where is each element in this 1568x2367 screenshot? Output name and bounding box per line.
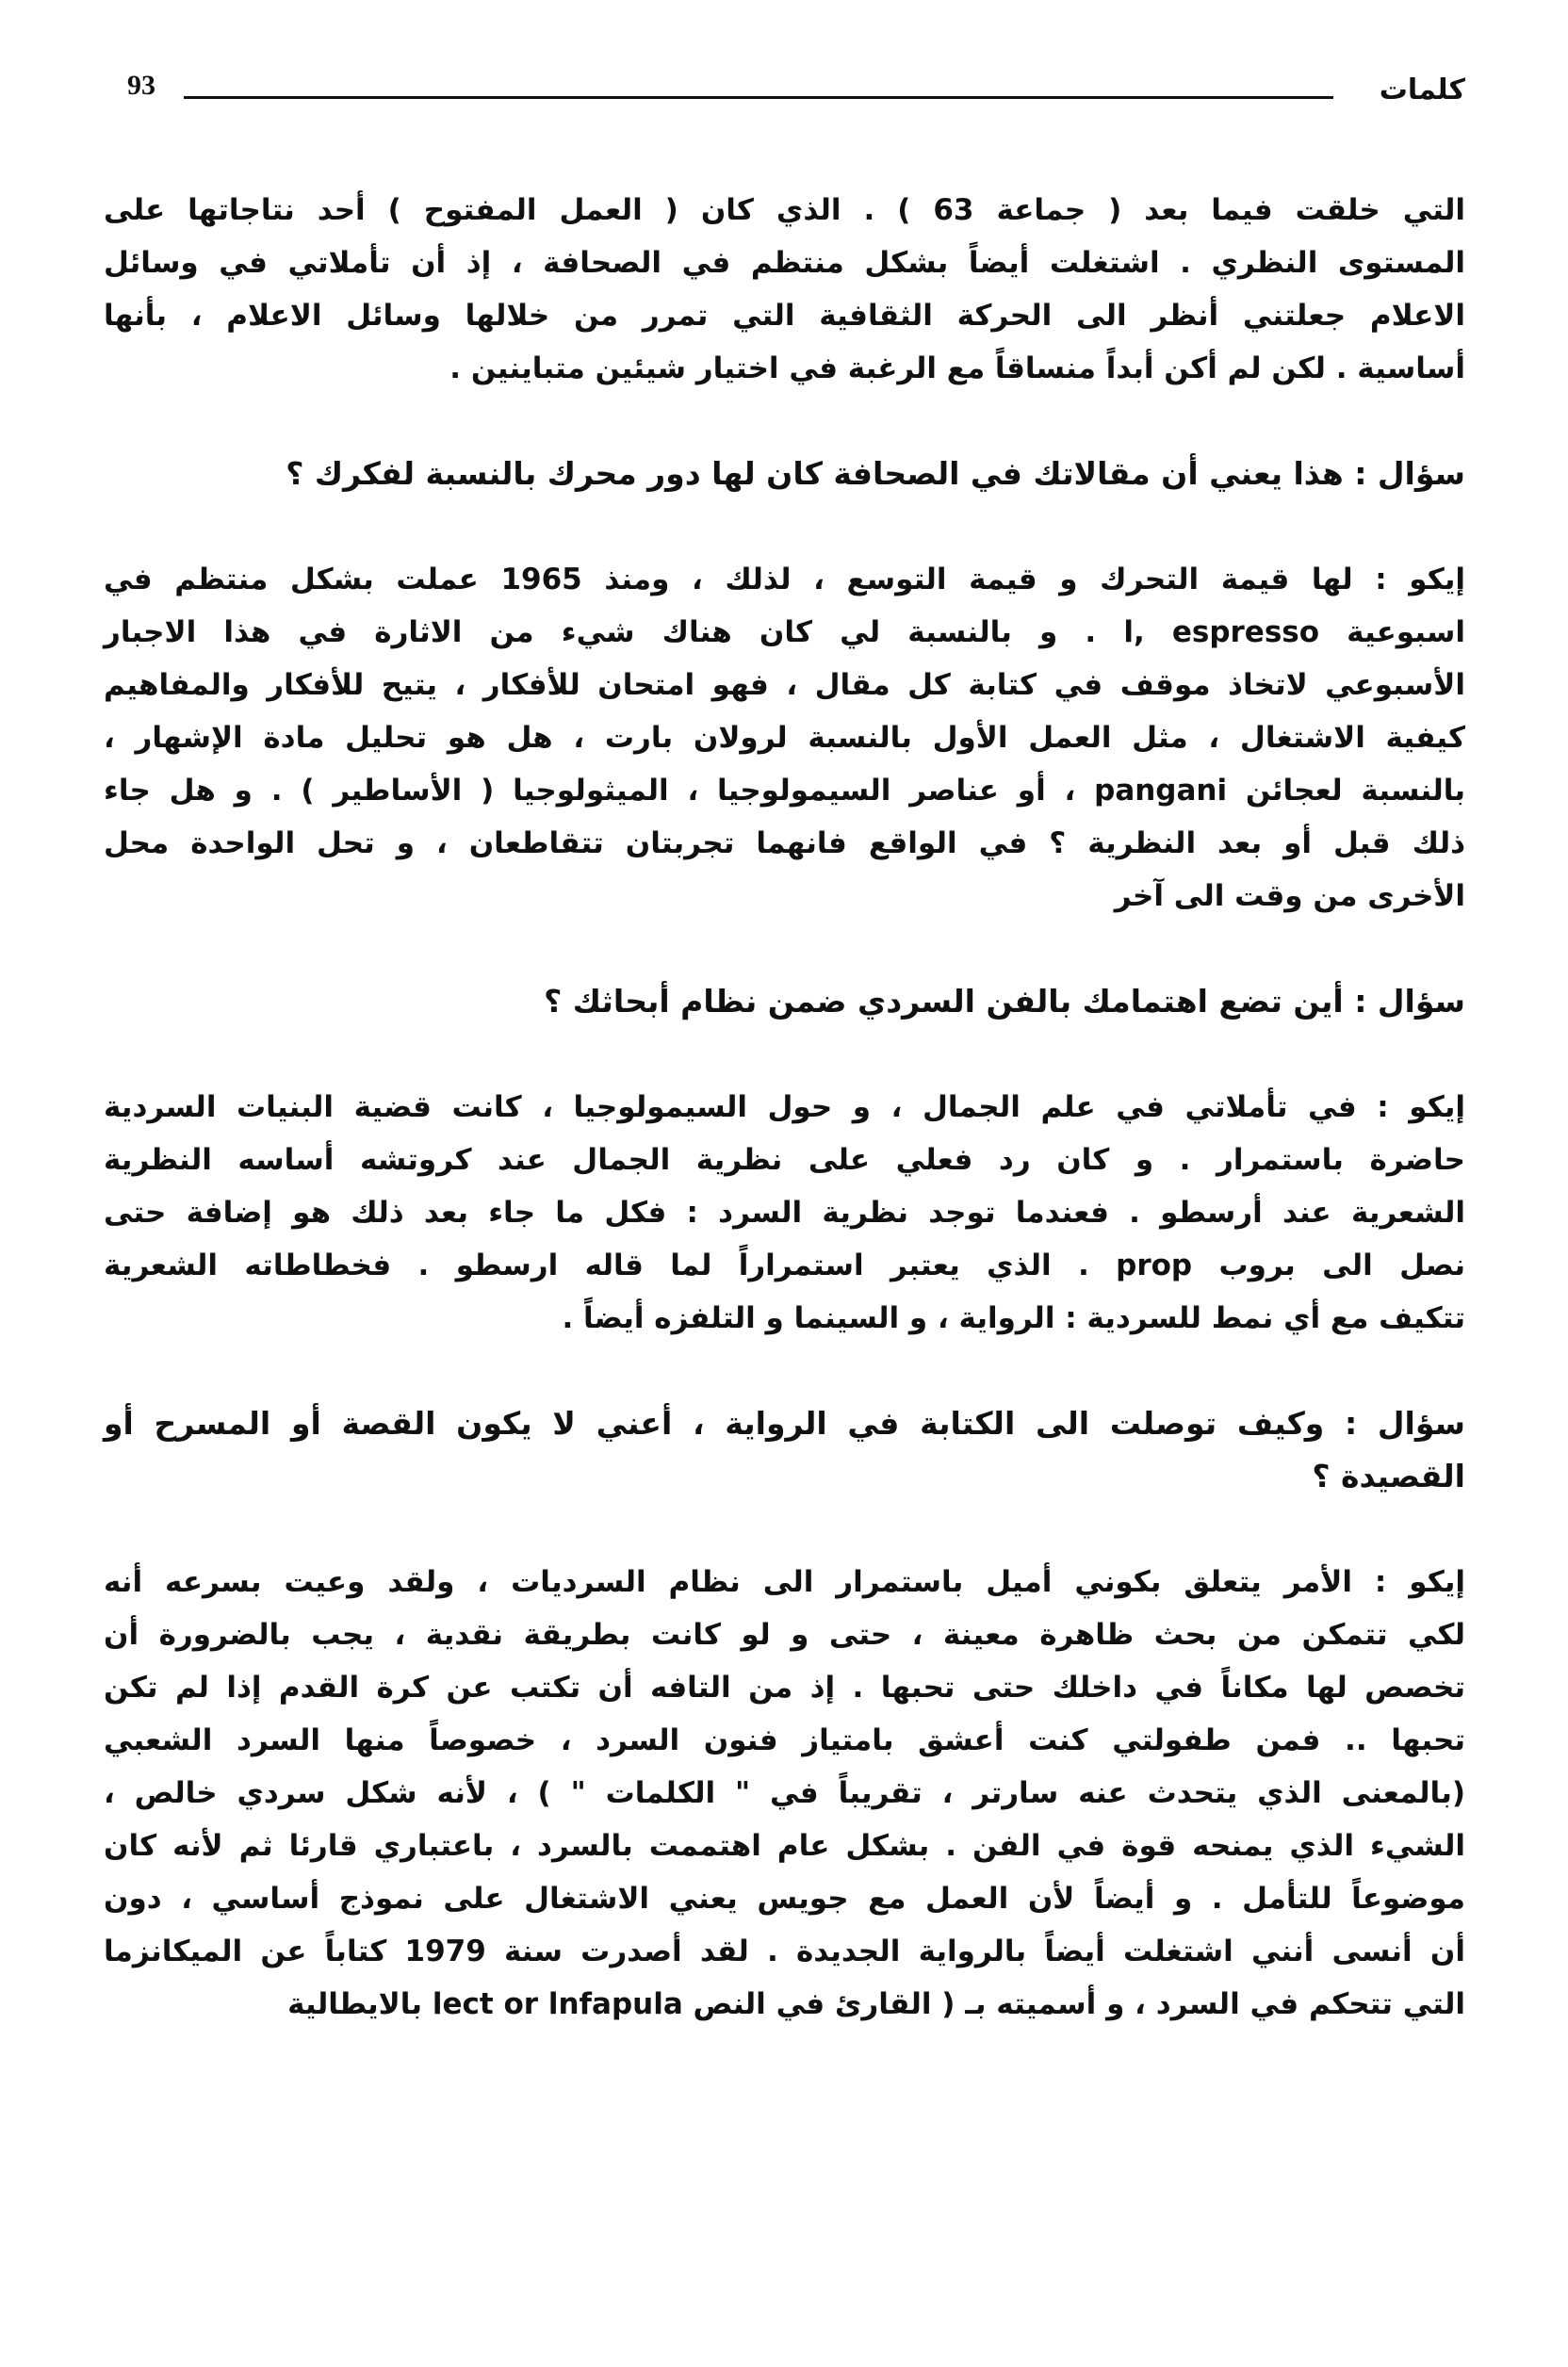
text-line: اسبوعية l, espresso . و بالنسبة لي كان هناك شيء من الاثارة في هذا الاجبار	[104, 615, 1465, 649]
text-line: الشعرية عند أرسطو . فعندما توجد نظرية السرد : فكل ما جاء بعد ذلك هو إضافة حتى	[104, 1196, 1465, 1230]
text-line: نصل الى بروب prop . الذي يعتبر استمراراً لما قاله ارسطو . فخطاطاته الشعرية	[104, 1249, 1465, 1282]
question-1	[104, 448, 1465, 500]
paragraph-2	[104, 553, 1465, 922]
question-line: سؤال : هذا يعني أن مقالاتك في الصحافة كان لها دور محرك بالنسبة لفكرك ؟	[286, 455, 1465, 492]
text-line: لكي تتمكن من بحث ظاهرة معينة ، حتى و لو كانت بطريقة نقدية ، يجب بالضرورة أن	[104, 1618, 1465, 1652]
text-line: الأسبوعي لاتخاذ موقف في كتابة كل مقال ، فهو امتحان للأفكار ، يتيح للأفكار والمفاهيم	[104, 668, 1465, 702]
text-line: حاضرة باستمرار . و كان رد فعلي على نظرية الجمال عند كروتشه أساسه النظرية	[104, 1143, 1465, 1177]
paragraph-4	[104, 1556, 1465, 2031]
text-line: إيكو : لها قيمة التحرك و قيمة التوسع ، لذلك ، ومنذ 1965 عملت بشكل منتظم في	[104, 563, 1466, 596]
page-body	[104, 184, 1465, 2083]
text-line: موضوعاً للتأمل . و أيضاً لأن العمل مع جويس يعني الاشتغال على نموذج أساسي ، دون	[104, 1882, 1465, 1916]
text-line: إيكو : في تأملاتي في علم الجمال ، و حول السيمولوجيا ، كانت قضية البنيات السردية	[104, 1090, 1465, 1124]
text-line: الشيء الذي يمنحه قوة في الفن . بشكل عام اهتممت بالسرد ، باعتباري قارئا ثم لأنه كان	[104, 1829, 1465, 1863]
question-line: سؤال : وكيف توصلت الى الكتابة في الرواية ، أعني لا يكون القصة أو المسرح أو	[104, 1405, 1465, 1442]
text-line: أن أنسى أنني اشتغلت أيضاً بالرواية الجديدة . لقد أصدرت سنة 1979 كتاباً عن الميكانزما	[104, 1934, 1465, 1968]
question-line: القصيدة ؟	[1312, 1458, 1465, 1494]
text-line: الأخرى من وقت الى آخر	[1114, 879, 1465, 913]
text-line: كيفية الاشتغال ، مثل العمل الأول بالنسبة لرولان بارت ، هل هو تحليل مادة الإشهار ،	[104, 721, 1465, 755]
paragraph-3	[104, 1081, 1465, 1345]
text-line: ذلك قبل أو بعد النظرية ؟ في الواقع فانهما تجربتان تتقاطعان ، و تحل الواحدة محل	[104, 826, 1465, 860]
text-line: التي خلقت فيما بعد ( جماعة 63 ) . الذي كان ( العمل المفتوح ) أحد نتاجاتها على	[104, 193, 1466, 227]
question-line: سؤال : أين تضع اهتمامك بالفن السردي ضمن نظام أبحاثك ؟	[544, 983, 1465, 1020]
text-line: (بالمعنى الذي يتحدث عنه سارتر ، تقريباً في " الكلمات " ) ، لأنه شكل سردي خالص ،	[104, 1776, 1465, 1810]
text-line: إيكو : الأمر يتعلق بكوني أميل باستمرار الى نظام السرديات ، ولقد وعيت بسرعه أنه	[104, 1565, 1465, 1599]
page-header	[127, 66, 1465, 122]
text-line: المستوى النظري . اشتغلت أيضاً بشكل منتظم في الصحافة ، إذ أن تأملاتي في وسائل	[104, 246, 1465, 280]
text-line: تخصص لها مكاناً في داخلك حتى تحبها . إذ من التافه أن تكتب عن كرة القدم إذا لم تكن	[104, 1671, 1465, 1705]
running-title: كلمات	[1379, 73, 1465, 106]
header-rule	[184, 96, 1333, 99]
question-2	[104, 975, 1465, 1028]
paragraph-1	[104, 184, 1465, 395]
text-line: الاعلام جعلتني أنظر الى الحركة الثقافية التي تمرر من خلالها وسائل الاعلام ، بأنها	[104, 299, 1465, 333]
text-line: التي تتحكم في السرد ، و أسميته بـ ( القارئ في النص lect or lnfapula بالايطالية	[287, 1987, 1465, 2021]
text-line: تتكيف مع أي نمط للسردية : الرواية ، و السينما و التلفزه أيضاً .	[562, 1301, 1465, 1335]
question-3	[104, 1397, 1465, 1503]
text-line: تحبها .. فمن طفولتي كنت أعشق بامتياز فنون السرد ، خصوصاً منها السرد الشعبي	[104, 1723, 1465, 1757]
page-number: 93	[127, 70, 155, 101]
text-line: بالنسبة لعجائن pangani ، أو عناصر السيمولوجيا ، الميثولوجيا ( الأساطير ) . و هل جاء	[104, 774, 1465, 808]
text-line: أساسية . لكن لم أكن أبداً منساقاً مع الرغبة في اختيار شيئين متباينين .	[449, 351, 1465, 385]
